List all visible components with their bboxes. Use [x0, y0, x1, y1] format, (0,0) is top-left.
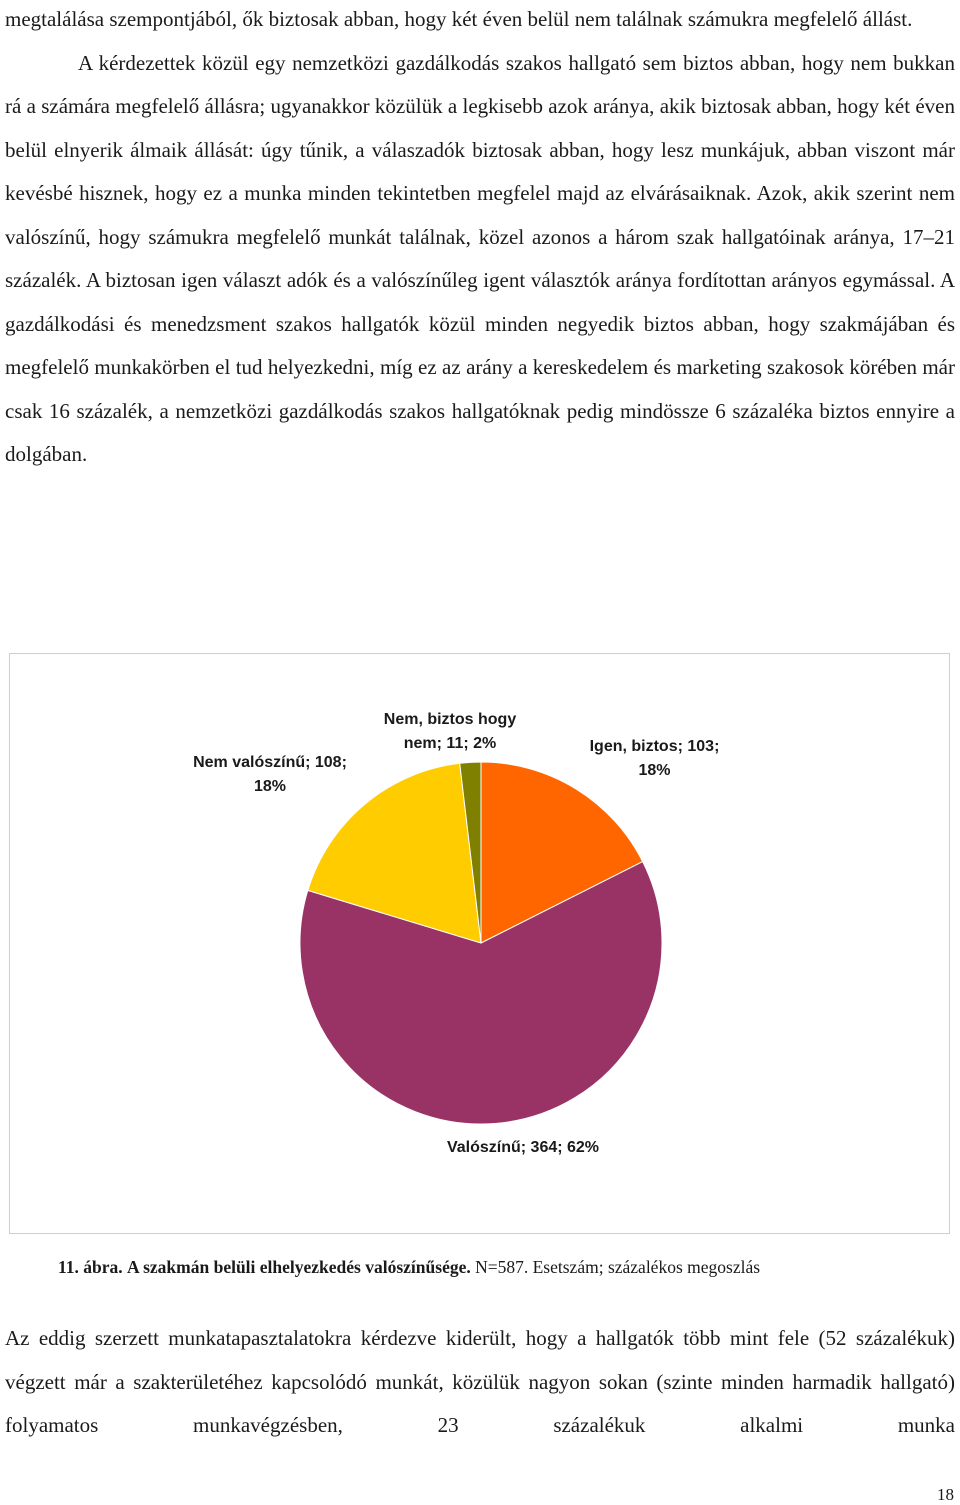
pie-label-nem-valoszinu: Nem valószínű; 108; 18% — [193, 754, 347, 795]
body-paragraph-top — [5, 0, 955, 477]
figure-caption — [58, 1255, 938, 1279]
figure-title: A szakmán belüli elhelyezkedés valószínűsége. — [127, 1257, 471, 1277]
pie-chart — [9, 653, 950, 1234]
pie-label-igen-biztos: Igen, biztos; 103; 18% — [589, 738, 720, 779]
figure-number: 11. ábra. — [58, 1257, 123, 1277]
paragraph-continuation: megtalálása szempontjából, ők biztosak abban, hogy két éven belül nem találnak számukra megfelelő állást. — [5, 7, 913, 31]
page-number: 18 — [937, 1485, 954, 1504]
body-paragraph-bottom: Az eddig szerzett munkatapasztalatokra kérdezve kiderült, hogy a hallgatók több mint fele (52 százalékuk) végzett már a szakterületéhez kapcsolódó munkát, közülük nagyon sokan (szinte minden harmadik hallgató) folyamatos munkavégzésben, 23 százalékuk alkalmi munka — [5, 1326, 955, 1437]
pie-label-valoszinu: Valószínű; 364; 62% — [446, 1139, 600, 1156]
pie-label-nem-biztos-hogy-nem: Nem, biztos hogy nem; 11; 2% — [383, 711, 517, 752]
figure-note: N=587. Esetszám; százalékos megoszlás — [475, 1257, 761, 1277]
paragraph-body: A kérdezettek közül egy nemzetközi gazdálkodás szakos hallgató sem biztos abban, hogy nem bukkan rá a számára megfelelő állásra; ugyanakkor közülük a legkisebb azok aránya, akik biztosak abban, hogy két éven belül elnyerik álmaik állását: úgy tűnik, a válaszadók biztosak abban, hogy lesz munkájuk, abban viszont már kevésbé hisznek, hogy ez a munka minden tekintetben megfelel majd az elvárásaiknak. Azok, akik szerint nem valószínű, hogy számukra megfelelő munkát találnak, közel azonos a három szak hallgatóinak aránya, 17–21 százalék. A biztosan igen választ adók és a valószínűleg igent választók aránya fordítottan arányos egymással. A gazdálkodási és menedzsment szakos hallgatók közül minden negyedik biztos abban, hogy szakmájában és megfelelő munkakörben el tud helyezkedni, míg ez az arány a kereskedelem és marketing szakosok körében már csak 16 százalék, a nemzetközi gazdálkodás szakos hallgatóknak pedig mindössze 6 százaléka biztos ennyire a dolgában. — [5, 50, 955, 466]
